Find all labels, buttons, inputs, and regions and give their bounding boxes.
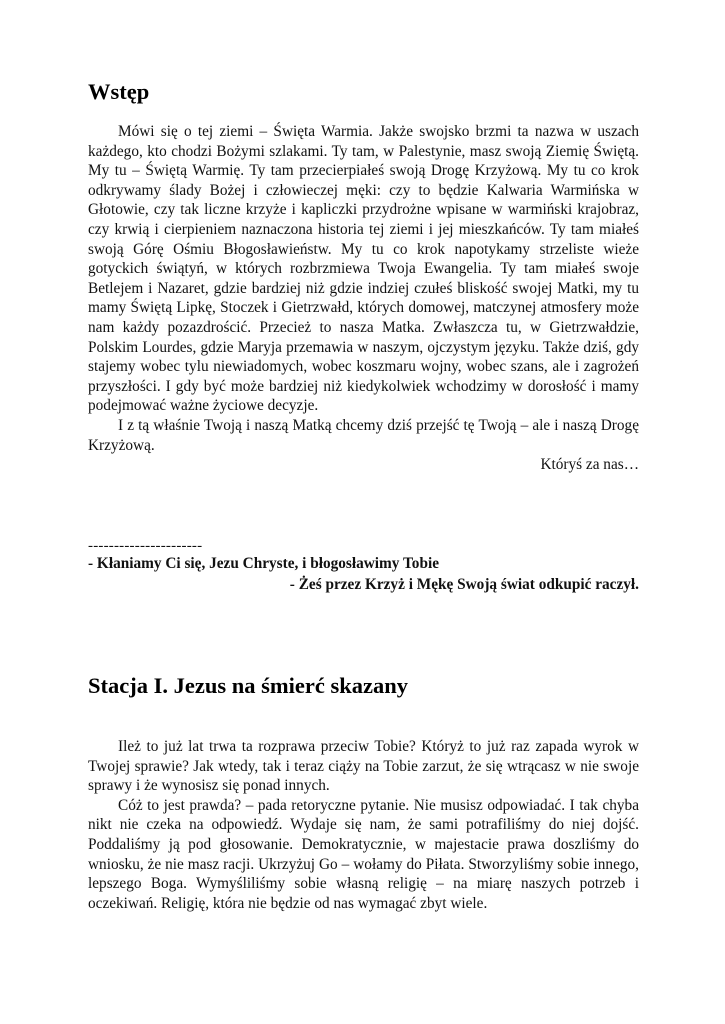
station-body	[88, 737, 639, 913]
station-paragraph: Ileż to już lat trwa ta rozprawa przeciw Tobie? Któryż to już raz zapada wyrok w Twojej sprawie? Jak wtedy, tak i teraz ciąży na Tobie zarzut, że się wtrącasz w nie swoje sprawy i że wynosisz się ponad innych.	[88, 738, 639, 795]
station-paragraph: Cóż to jest prawda? – pada retoryczne pytanie. Nie musisz odpowiadać. I tak chyba nikt nie czeka na odpowiedź. Wydaje się nam, że sami potrafiliśmy do niej dojść. Poddaliśmy ją pod głosowanie. Demokratycznie, w majestacie prawa doszliśmy do wniosku, że nie masz racji. Ukrzyżuj Go – wołamy do Piłata. Stworzyliśmy sobie innego, lepszego Boga. Wymyśliliśmy sobie własną religię – na miarę naszych potrzeb i oczekiwań. Religię, która nie będzie od nas wymagać zbyt wiele.	[88, 796, 639, 912]
intro-paragraph: I z tą właśnie Twoją i naszą Matką chcemy dziś przejść tę Twoją – ale i naszą Drogę Krzyżową.	[88, 416, 639, 454]
intro-heading: Wstęp	[88, 79, 150, 104]
station-heading: Stacja I. Jezus na śmierć skazany	[88, 673, 408, 698]
response-line-1: - Kłaniamy Ci się, Jezu Chryste, i błogosławimy Tobie	[88, 555, 439, 572]
response-line-2: - Żeś przez Krzyż i Mękę Swoją świat odkupić raczył.	[289, 576, 639, 593]
intro-closing: Któryś za nas…	[540, 456, 639, 474]
intro-paragraph: Mówi się o tej ziemi – Święta Warmia. Jakże swojsko brzmi ta nazwa w uszach każdego, kto chodzi Bożymi szlakami. Ty tam, w Palestynie, masz swoją Ziemię Świętą. My tu – Świętą Warmię. Ty tam przecierpiałeś swoją Drogę Krzyżową. My tu co krok odkrywamy ślady Bożej i człowieczej męki: czy to będzie Kalwaria Warmińska w Głotowie, czy tak liczne krzyże i kapliczki przydrożne wpisane w warmiński krajobraz, czy krwią i cierpieniem naznaczona historia tej ziemi i jej mieszkańców. Ty tam miałeś swoją Górę Ośmiu Błogosławieństw. My tu co krok napotykamy strzeliste wieże gotyckich świątyń, w których rozbrzmiewa Twoja Ewangelia. Ty tam miałeś swoje Betlejem i Nazaret, gdzie bardziej niż gdzie indziej czułeś bliskość swojej Matki, my tu mamy Świętą Lipkę, Stoczek i Gietrzwałd, których domowej, matczynej atmosfery może nam każdy pozazdrościć. Przecież to nasza Matka. Zwłaszcza tu, w Gietrzwałdzie, Polskim Lourdes, gdzie Maryja przemawia w naszym, ojczystym języku. Także dziś, gdy stajemy wobec tylu niewiadomych, wobec koszmaru wojny, wobec szans, ale i zagrożeń przyszłości. I gdy być może bardziej niż kiedykolwiek wchodzimy w dorosłość i mamy podejmować ważne życiowe decyzje.	[88, 123, 639, 415]
separator-line: ----------------------	[88, 538, 203, 554]
intro-body	[88, 122, 639, 475]
document-page	[88, 0, 639, 1024]
